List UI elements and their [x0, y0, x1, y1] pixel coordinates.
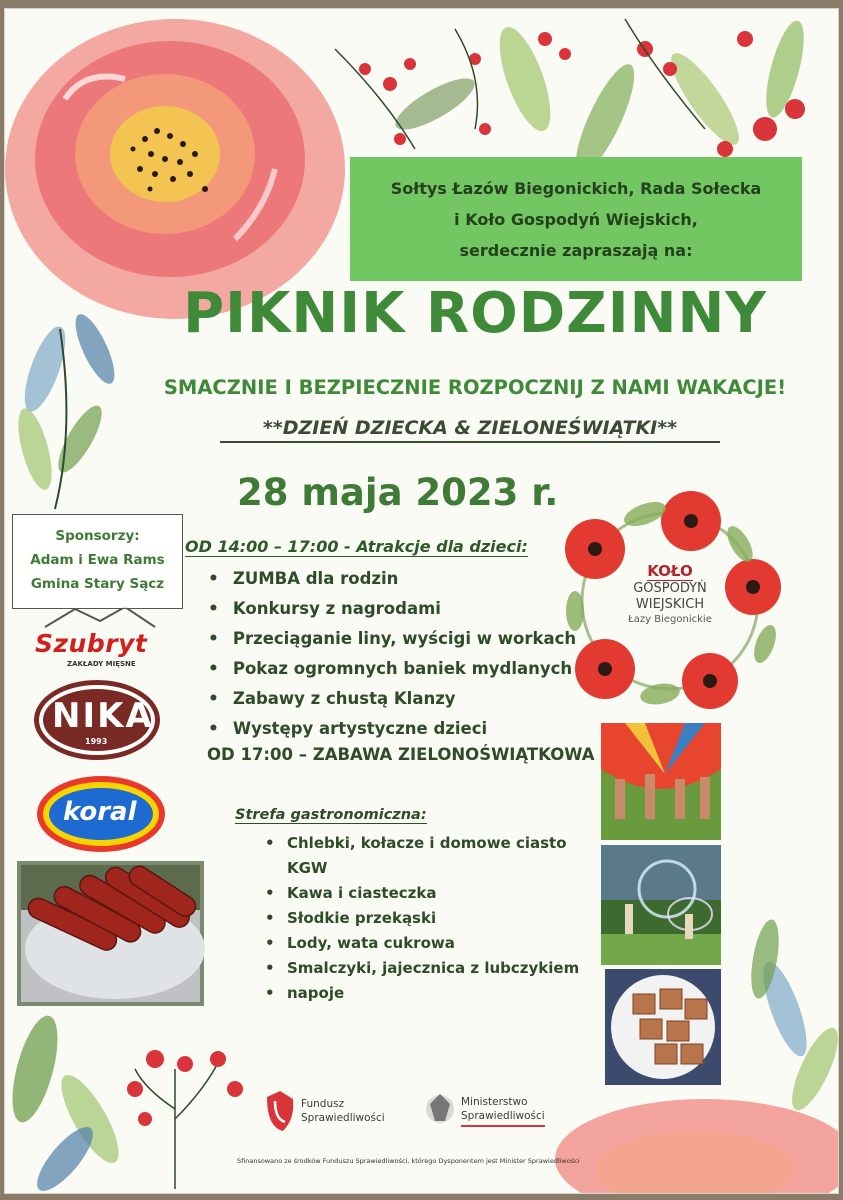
- poster-subtitle: SMACZNIE I BEZPIECZNIE ROZPOCZNIJ Z NAMI WAKACJE!: [163, 376, 787, 399]
- parachute-game-photo: [601, 723, 721, 840]
- fundusz-logo-text: [301, 1097, 385, 1125]
- poster: [4, 8, 839, 1194]
- gastronomy-heading: Strefa gastronomiczna:: [235, 807, 427, 823]
- invitation-box: [350, 157, 802, 281]
- fundusz-logo-line: Fundusz: [301, 1098, 345, 1110]
- left-leaves-illustration: [12, 309, 122, 509]
- top-leaves-illustration: [335, 17, 811, 180]
- sponsors-box: [12, 514, 183, 609]
- list-item: [265, 831, 585, 881]
- kgw-badge: [615, 561, 725, 627]
- event-occasion: **DZIEŃ DZIECKA & ZIELONEŚWIĄTKI**: [220, 417, 720, 443]
- szubryt-logo-subtitle: ZAKŁADY MIĘSNE: [67, 660, 136, 668]
- list-item: • Występy artystyczne dzieci: [208, 714, 576, 744]
- sausage-photo: [17, 861, 205, 1006]
- list-item: • Lody, wata cukrowa: [265, 931, 585, 956]
- poster-title: PIKNIK RODZINNY: [183, 281, 767, 346]
- list-item: • Zabawy z chustą Klanzy: [208, 684, 576, 714]
- list-item-text: Chlebki, kołacze i domowe ciasto: [287, 834, 567, 852]
- koral-logo-text: koral: [63, 797, 137, 827]
- ministry-logo-text: [461, 1095, 545, 1123]
- list-item: • Kawa i ciasteczka: [265, 881, 585, 906]
- fundusz-logo-line: Sprawiedliwości: [301, 1112, 385, 1124]
- cake-photo: [605, 969, 721, 1085]
- list-item: • Konkursy z nagrodami: [208, 594, 576, 624]
- list-item: • Pokaz ogromnych baniek mydlanych: [208, 654, 576, 684]
- kgw-badge-line: GOSPODYŃ: [633, 581, 707, 596]
- funding-note: Sfinansowano ze środków Funduszu Sprawiedliwości, którego Dysponentem jest Minister Sprawiedliwości: [237, 1157, 580, 1165]
- rose-illustration: [5, 19, 345, 319]
- list-item: • Przeciąganie liny, wyścigi w workach: [208, 624, 576, 654]
- ministry-underline: [461, 1125, 545, 1127]
- ministry-logo-line: Sprawiedliwości: [461, 1110, 545, 1122]
- list-item-continuation: KGW: [287, 859, 328, 877]
- sponsor-name: Adam i Ewa Rams: [30, 552, 165, 568]
- nika-logo-text: NIKA: [52, 696, 154, 736]
- invitation-line: serdecznie zapraszają na:: [459, 241, 693, 260]
- ministry-logo-line: Ministerstwo: [461, 1096, 528, 1108]
- list-item: • Smalczyki, jajecznica z lubczykiem: [265, 956, 585, 981]
- sponsors-heading: Sponsorzy:: [55, 528, 140, 544]
- gastronomy-list: [265, 831, 585, 1006]
- kgw-badge-line: Łazy Biegonickie: [628, 614, 712, 625]
- bottom-left-illustration: [5, 1011, 243, 1194]
- evening-event: OD 17:00 – ZABAWA ZIELONOŚWIĄTKOWA: [207, 745, 595, 764]
- schedule-heading: OD 14:00 – 17:00 - Atrakcje dla dzieci:: [185, 537, 528, 556]
- szubryt-logo-text: Szubryt: [35, 629, 148, 658]
- fundusz-logo-icon: [267, 1091, 293, 1131]
- bubble-show-photo: [601, 845, 721, 965]
- nika-logo-year: 1993: [85, 737, 108, 746]
- kgw-badge-line: WIEJSKICH: [635, 597, 705, 612]
- list-item: • napoje: [265, 981, 585, 1006]
- attractions-list: [208, 564, 576, 744]
- kgw-badge-line: KOŁO: [647, 562, 693, 580]
- sponsor-name: Gmina Stary Sącz: [30, 576, 165, 592]
- list-item: • Słodkie przekąski: [265, 906, 585, 931]
- szubryt-logo: [45, 607, 155, 627]
- eagle-emblem-icon: [426, 1094, 454, 1123]
- invitation-line: i Koło Gospodyń Wiejskich,: [454, 210, 698, 229]
- list-item: • ZUMBA dla rodzin: [208, 564, 576, 594]
- event-date: 28 maja 2023 r.: [237, 471, 559, 514]
- invitation-line: Sołtys Łazów Biegonickich, Rada Sołecka: [390, 179, 762, 198]
